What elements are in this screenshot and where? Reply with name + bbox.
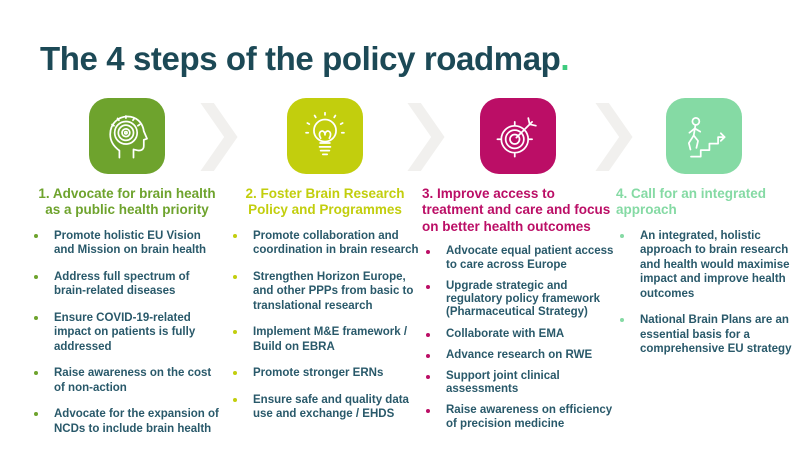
step-column bbox=[422, 98, 614, 431]
bullet-dot-icon bbox=[233, 275, 237, 279]
bullet-item bbox=[30, 270, 224, 299]
bullet-text: Advocate equal patient access to care across Europe bbox=[446, 245, 614, 271]
bullet-item bbox=[229, 229, 421, 258]
bullet-text: Ensure safe and quality data use and exchange / EHDS bbox=[253, 393, 409, 421]
bullet-list bbox=[229, 229, 421, 422]
bullet-item bbox=[616, 229, 792, 301]
bullet-dot-icon bbox=[34, 275, 38, 279]
bullet-dot-icon bbox=[34, 371, 38, 375]
step-heading: 1. Advocate for brain health as a public health priority bbox=[38, 186, 216, 218]
bullet-list bbox=[30, 229, 224, 436]
bullet-text: Collaborate with EMA bbox=[446, 327, 565, 340]
bullet-item bbox=[30, 407, 224, 436]
bullet-item bbox=[229, 270, 421, 313]
bullet-text: Upgrade strategic and regulatory policy framework (Pharmaceutical Strategy) bbox=[446, 279, 601, 319]
bullet-text: Promote holistic EU Vision and Mission on brain health bbox=[54, 229, 207, 257]
bullet-item bbox=[229, 393, 421, 422]
bullet-item bbox=[30, 311, 224, 354]
bullet-list bbox=[616, 229, 792, 357]
step-icon-row bbox=[616, 98, 792, 178]
bullet-item bbox=[422, 349, 614, 362]
step-heading: 3. Improve access to treatment and care and focus on better health outcomes bbox=[422, 186, 611, 234]
step-icon-row bbox=[229, 98, 421, 178]
bullet-item bbox=[422, 245, 614, 271]
bullet-text: Raise awareness on the cost of non-action bbox=[54, 367, 212, 394]
step-heading: 2. Foster Brain Research Policy and Programmes bbox=[245, 186, 405, 218]
bullet-item bbox=[616, 313, 792, 356]
bullet-dot-icon bbox=[426, 333, 430, 337]
bullet-text: Address full spectrum of brain-related diseases bbox=[54, 270, 190, 298]
bullet-text: An integrated, holistic approach to brain research and health would maximise impact and improve health outcomes bbox=[640, 229, 790, 300]
title-period: . bbox=[560, 40, 570, 77]
bullet-dot-icon bbox=[233, 234, 237, 238]
bullet-item bbox=[30, 366, 224, 395]
bullet-dot-icon bbox=[426, 285, 430, 289]
bullet-dot-icon bbox=[34, 316, 38, 320]
bullet-item bbox=[422, 280, 614, 320]
bullet-dot-icon bbox=[620, 318, 624, 322]
bullet-text: Strengthen Horizon Europe, and other PPPs from basic to translational research bbox=[253, 270, 414, 312]
bullet-text: National Brain Plans are an essential basis for a comprehensive EU strategy bbox=[640, 314, 792, 356]
bullet-list bbox=[422, 245, 614, 430]
step-column bbox=[616, 98, 792, 357]
bullet-item bbox=[229, 325, 421, 354]
title-text: The 4 steps of the policy roadmap bbox=[40, 40, 561, 77]
step-heading: 4. Call for an integrated approach bbox=[616, 186, 767, 218]
step-column bbox=[30, 98, 224, 436]
bullet-text: Support joint clinical assessments bbox=[446, 369, 560, 396]
bullet-text: Raise awareness on efficiency of precision medicine bbox=[446, 404, 613, 430]
bullet-dot-icon bbox=[34, 412, 38, 416]
page-title bbox=[40, 40, 569, 78]
bullet-item bbox=[422, 404, 614, 430]
bullet-text: Implement M&E framework / Build on EBRA bbox=[253, 326, 408, 353]
bullet-dot-icon bbox=[426, 250, 430, 254]
lightbulb-icon bbox=[287, 98, 363, 174]
bullet-text: Promote stronger ERNs bbox=[253, 367, 384, 380]
step-column bbox=[229, 98, 421, 422]
bullet-text: Advocate for the expansion of NCDs to include brain health bbox=[54, 408, 219, 435]
bullet-text: Advance research on RWE bbox=[446, 348, 593, 361]
stairs-person-icon bbox=[666, 98, 742, 174]
bullet-dot-icon bbox=[233, 371, 237, 375]
bullet-item bbox=[422, 370, 614, 396]
step-icon-row bbox=[30, 98, 224, 178]
head-idea-icon bbox=[89, 98, 165, 174]
step-icon-row bbox=[422, 98, 614, 178]
bullet-dot-icon bbox=[233, 330, 237, 334]
bullet-dot-icon bbox=[426, 409, 430, 413]
bullet-dot-icon bbox=[426, 375, 430, 379]
bullet-item bbox=[30, 229, 224, 258]
bullet-dot-icon bbox=[426, 354, 430, 358]
target-dart-icon bbox=[480, 98, 556, 174]
bullet-dot-icon bbox=[34, 234, 38, 238]
bullet-item bbox=[229, 366, 421, 380]
bullet-dot-icon bbox=[233, 398, 237, 402]
bullet-text: Promote collaboration and coordination in brain research bbox=[253, 229, 419, 257]
bullet-text: Ensure COVID-19-related impact on patients is fully addressed bbox=[54, 311, 196, 353]
bullet-dot-icon bbox=[620, 234, 624, 238]
bullet-item bbox=[422, 328, 614, 341]
